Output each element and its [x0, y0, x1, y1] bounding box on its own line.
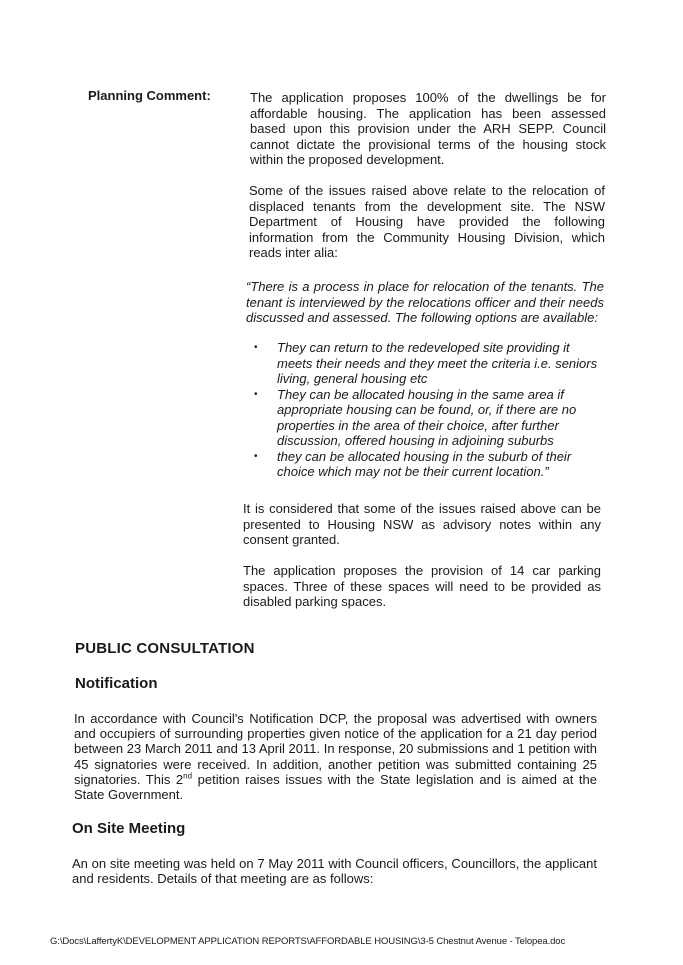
bullet-icon: •	[254, 342, 258, 353]
on-site-meeting-paragraph: An on site meeting was held on 7 May 2011 with Council officers, Councillors, the applicant and residents. Details of that meeting are as follows:	[72, 856, 597, 887]
on-site-meeting-heading: On Site Meeting	[72, 820, 186, 837]
ordinal-suffix: nd	[183, 771, 193, 781]
relocation-options-list	[254, 340, 604, 480]
planning-comment-label: Planning Comment:	[88, 88, 211, 103]
notification-text-continued: petition raises issues with the State legislation and is aimed at the State Government.	[74, 771, 597, 803]
planning-paragraph-2: Some of the issues raised above relate to the relocation of displaced tenants from the development site. The NSW Department of Housing have provided the following information from the Community Housing Division, which reads inter alia:	[249, 183, 605, 260]
list-item	[254, 387, 604, 449]
notification-text: In accordance with Council's Notification DCP, the proposal was advertised with owners and occupiers of surrounding properties given notice of the application for a 21 day period between 23 March 2011 and 13 April 2011. In response, 20 submissions and 1 petition with 45 signatories were received. In addition, another petition was submitted containing 25 signatories. This 2	[74, 711, 597, 787]
option-text: they can be allocated housing in the suburb of their choice which may not be their current location.”	[277, 448, 572, 479]
planning-paragraph-1: The application proposes 100% of the dwellings be for affordable housing. The application has been assessed based upon this provision under the ARH SEPP. Council cannot dictate the provisional terms of the housing stock within the proposed development.	[250, 90, 606, 167]
notification-heading: Notification	[75, 675, 158, 692]
option-text: They can return to the redeveloped site providing it meets their needs and they meet the criteria i.e. seniors living, general housing etc	[277, 340, 598, 386]
list-item	[254, 340, 604, 387]
notification-paragraph	[74, 711, 597, 802]
option-text: They can be allocated housing in the same area if appropriate housing can be found, or, if there are no properties in the area of their choice, after further discussion, offered housing in adjoining suburbs	[277, 386, 577, 448]
bullet-icon: •	[254, 388, 258, 400]
file-path-footer: G:\Docs\LaffertyK\DEVELOPMENT APPLICATION REPORTS\AFFORDABLE HOUSING\3-5 Chestnut Avenue - Telopea.doc	[50, 936, 566, 947]
planning-paragraph-4: The application proposes the provision of 14 car parking spaces. Three of these spaces will need to be provided as disabled parking spaces.	[243, 563, 601, 609]
list-item	[254, 449, 604, 480]
relocation-quote: “There is a process in place for relocation of the tenants. The tenant is interviewed by the relocations officer and their needs discussed and assessed. The following options are available:	[246, 279, 604, 325]
scan-artifact: · ·	[30, 30, 48, 36]
public-consultation-heading: PUBLIC CONSULTATION	[75, 640, 255, 657]
planning-paragraph-3: It is considered that some of the issues raised above can be presented to Housing NSW as advisory notes within any consent granted.	[243, 501, 601, 547]
bullet-icon: •	[254, 450, 258, 462]
